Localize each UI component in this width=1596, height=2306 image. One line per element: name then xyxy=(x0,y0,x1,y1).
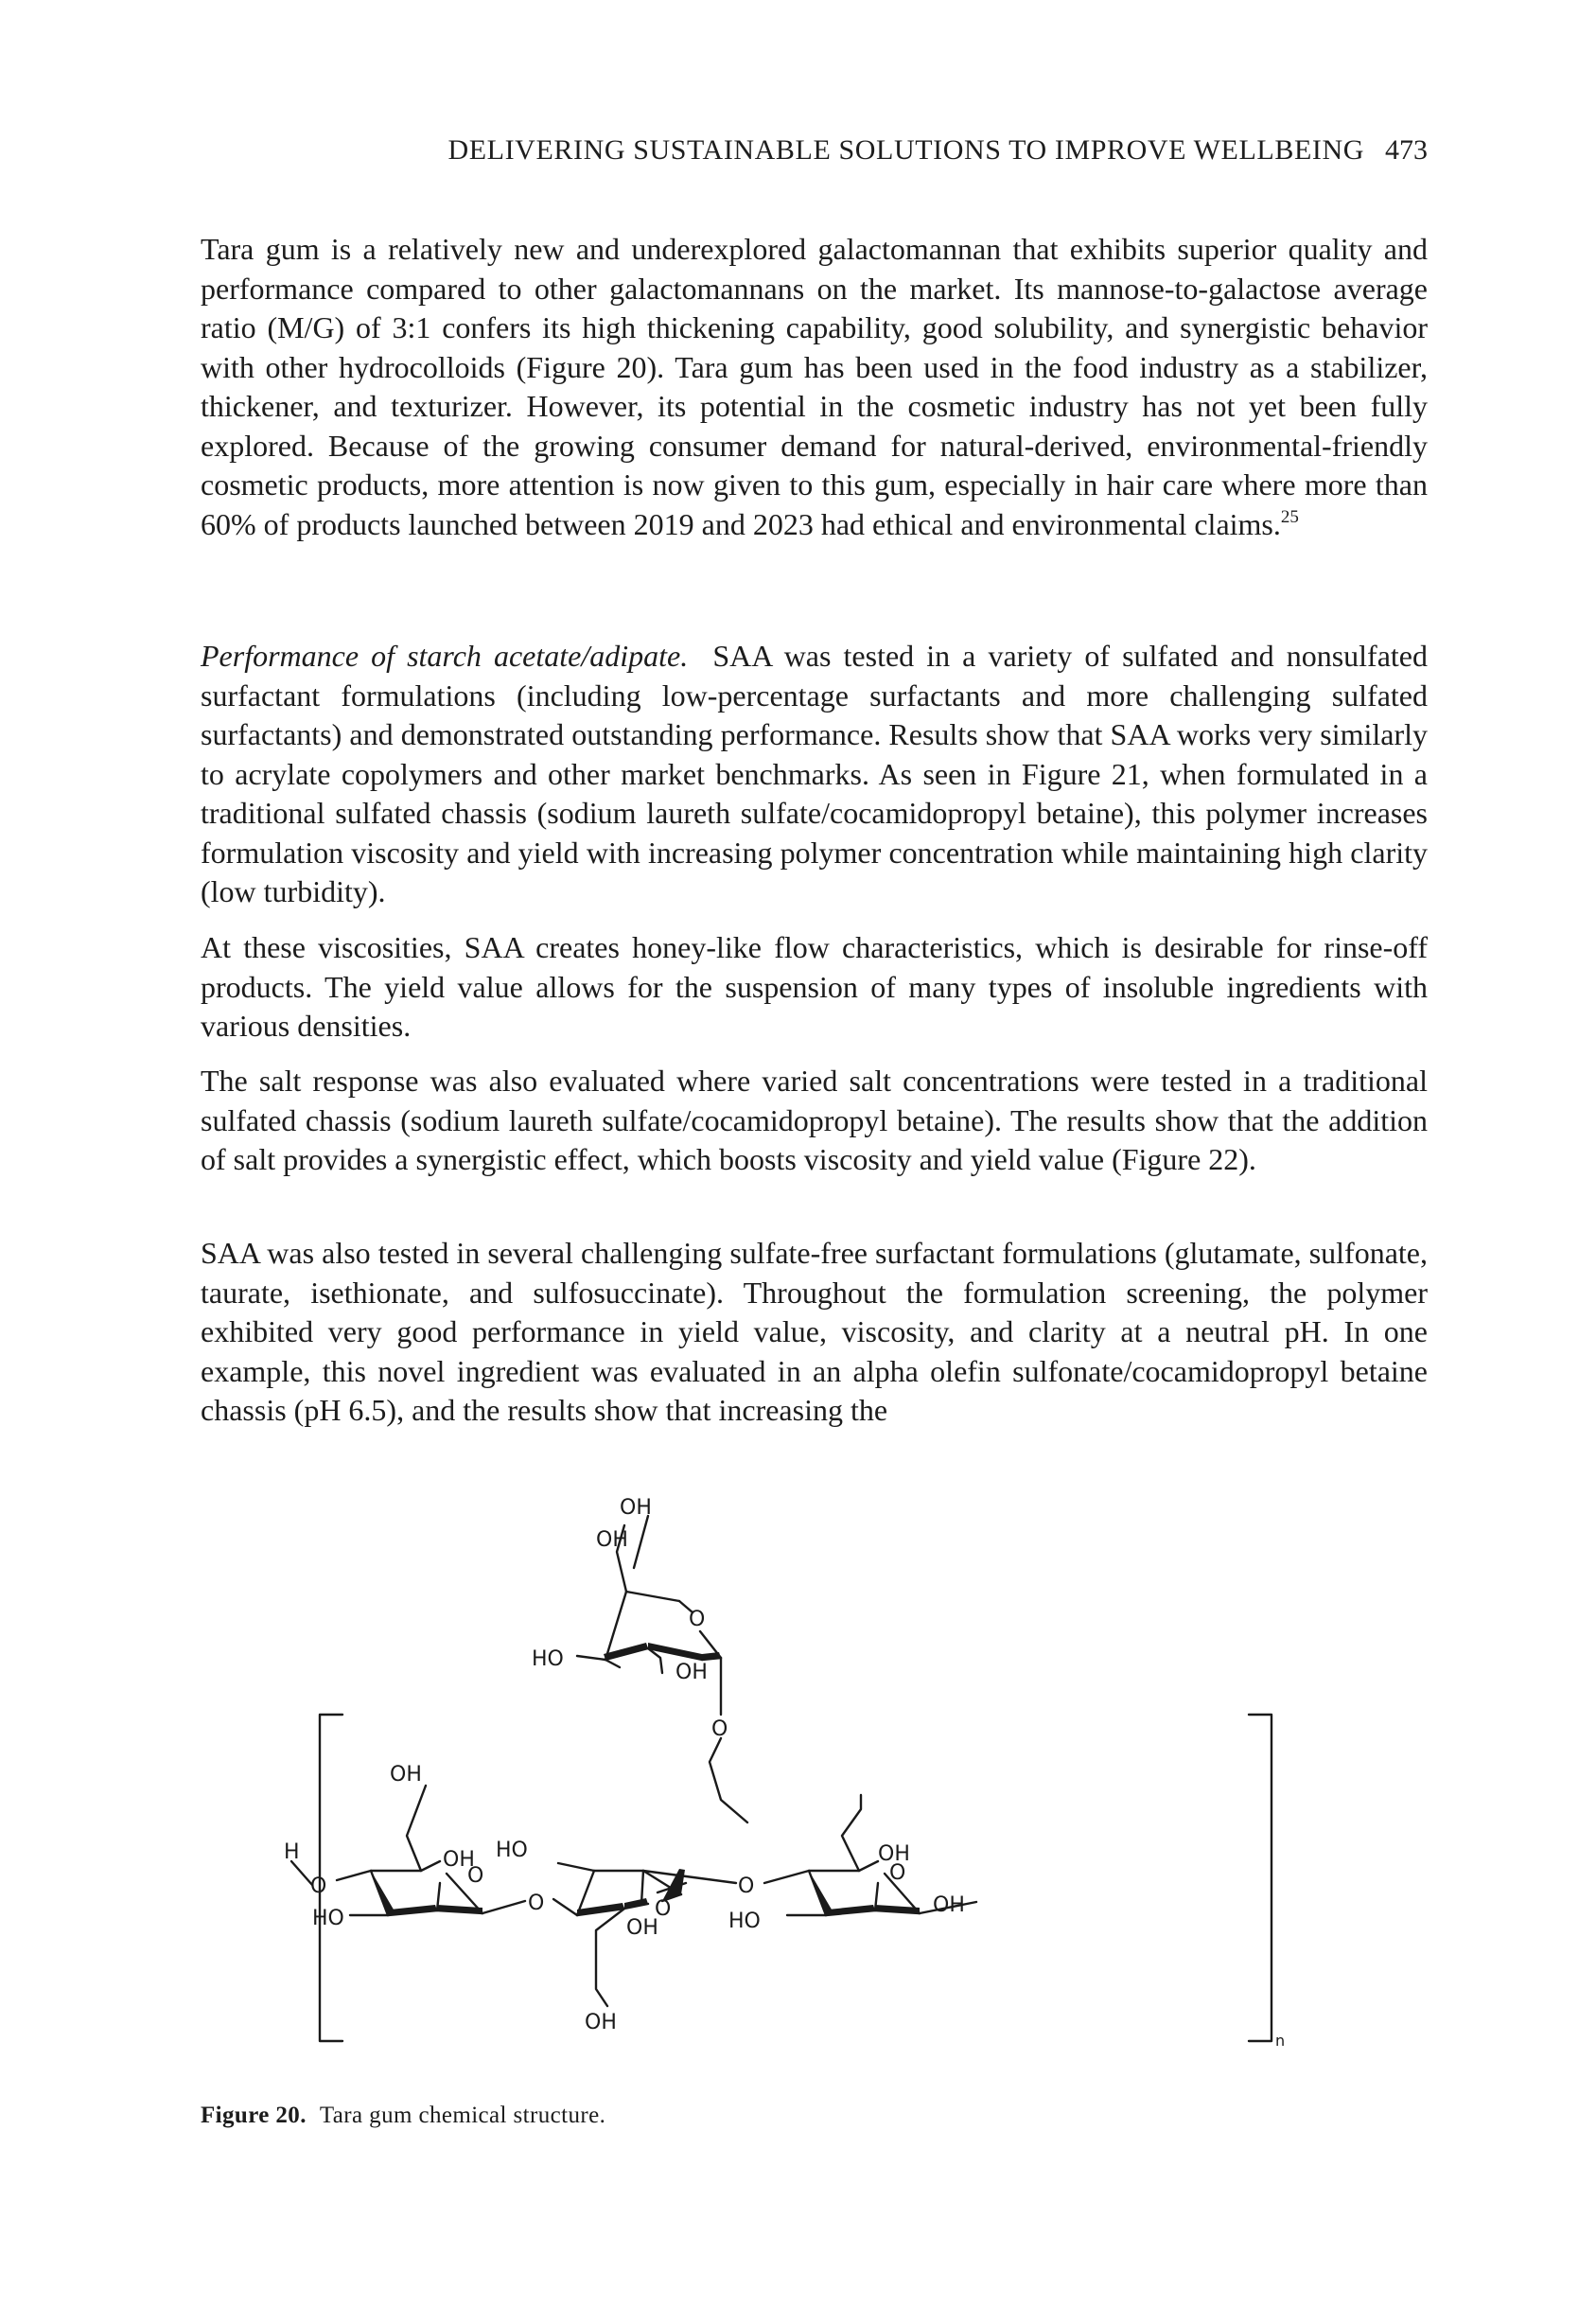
label-oh-ring3-end: OH xyxy=(933,1893,965,1917)
paragraph-text: SAA was tested in a variety of sulfated and nonsulfated surfactant formulations (including low-percentage surfactants and more challenging sulfated surfactants) and demonstrated outstanding performance. Results show that SAA works very similarly to acrylate copolymers and other market benchmarks. As seen in Figure 21, when formulated in a traditional sulfated chassis (sodium laureth sulfate/cocamidopropyl betaine), this polymer increases formulation viscosity and yield with increasing polymer concentration while maintaining high clarity (low turbidity). xyxy=(201,639,1429,908)
paragraph-tara-gum xyxy=(201,230,1428,544)
page-number: 473 xyxy=(1385,134,1428,166)
label-n-subscript: n xyxy=(1275,2032,1286,2050)
label-oh-ring2: OH xyxy=(626,1916,658,1940)
label-o-link1: O xyxy=(528,1892,545,1915)
paragraph-text: SAA was also tested in several challenging sulfate-free surfactant formulations (glutamate, sulfonate, taurate, isethionate, and sulfosuccinate). Throughout the formulation screening, the polymer exhibited very good performance in yield value, viscosity, and clarity at a neutral pH. In one example, this novel ingredient was evaluated in an alpha olefin sulfonate/cocamidopropyl betaine chassis (pH 6.5), and the results show that increasing the xyxy=(201,1236,1428,1427)
label-ho-gal: HO xyxy=(532,1647,564,1671)
label-o-gal-ring: O xyxy=(689,1608,706,1631)
running-head-title: DELIVERING SUSTAINABLE SOLUTIONS TO IMPROVE WELLBEING xyxy=(447,134,1364,166)
label-oh-ring3: OH xyxy=(878,1842,910,1866)
label-o-link2: O xyxy=(738,1875,755,1898)
label-o-ring2: O xyxy=(655,1897,672,1921)
label-ho-ring1: HO xyxy=(312,1907,344,1930)
right-bracket xyxy=(1249,1715,1272,2041)
reference-superscript: 25 xyxy=(1280,506,1299,527)
label-h: H xyxy=(284,1840,300,1864)
paragraph-flow-characteristics xyxy=(201,928,1428,1047)
paragraph-sulfate-free xyxy=(201,1234,1428,1431)
label-oh-ring2-bottom: OH xyxy=(585,2011,617,2034)
running-head xyxy=(201,134,1428,167)
label-oh-gal-left: OH xyxy=(596,1528,628,1552)
figure-tara-gum-structure xyxy=(284,1487,1324,2074)
figure-caption-text: Tara gum chemical structure. xyxy=(319,2103,606,2128)
figure-caption xyxy=(201,2103,605,2129)
paragraph-text: Tara gum is a relatively new and underexplored galactomannan that exhibits superior quality and performance compared to other galactomannans on the market. Its mannose-to-galactose average ratio (M/G) of 3:1 confers its high thickening capability, good solubility, and synergistic behavior with other hydrocolloids (Figure 20). Tara gum has been used in the food industry as a stabilizer, thickener, and texturizer. However, its potential in the cosmetic industry has not yet been fully explored. Because of the growing consumer demand for natural-derived, environmental-friendly cosmetic products, more attention is now given to this gum, especially in hair care where more than 60% of products launched between 2019 and 2023 had ethical and environmental claims. xyxy=(201,232,1428,541)
label-o-gal-link: O xyxy=(711,1717,728,1741)
label-oh-gal-bottom: OH xyxy=(675,1661,708,1684)
paragraph-saa-performance xyxy=(201,637,1428,912)
figure-number: Figure 20. xyxy=(201,2103,307,2128)
paragraph-text: At these viscosities, SAA creates honey-like flow characteristics, which is desirable for rinse-off products. The yield value allows for the suspension of many types of insoluble ingredients with various densities. xyxy=(201,930,1428,1043)
paragraph-salt-response xyxy=(201,1062,1428,1180)
label-oh-ring1-top: OH xyxy=(390,1763,422,1787)
paragraph-text: The salt response was also evaluated where varied salt concentrations were tested in a traditional sulfated chassis (sodium laureth sulfate/cocamidopropyl betaine). The results show that the addition of salt provides a synergistic effect, which boosts viscosity and yield value (Figure 22). xyxy=(201,1064,1428,1176)
label-oh-ring1-mid: OH xyxy=(443,1848,475,1872)
chemical-structure-diagram xyxy=(284,1487,1324,2074)
label-o-ring1-start: O xyxy=(310,1875,327,1898)
label-o-ring1: O xyxy=(467,1864,484,1888)
label-ho-ring3: HO xyxy=(728,1910,761,1933)
label-o-ring3: O xyxy=(889,1861,906,1885)
label-oh-gal-top: OH xyxy=(620,1496,652,1520)
label-ho-ring2: HO xyxy=(496,1839,528,1862)
run-in-heading: Performance of starch acetate/adipate. xyxy=(201,639,689,673)
